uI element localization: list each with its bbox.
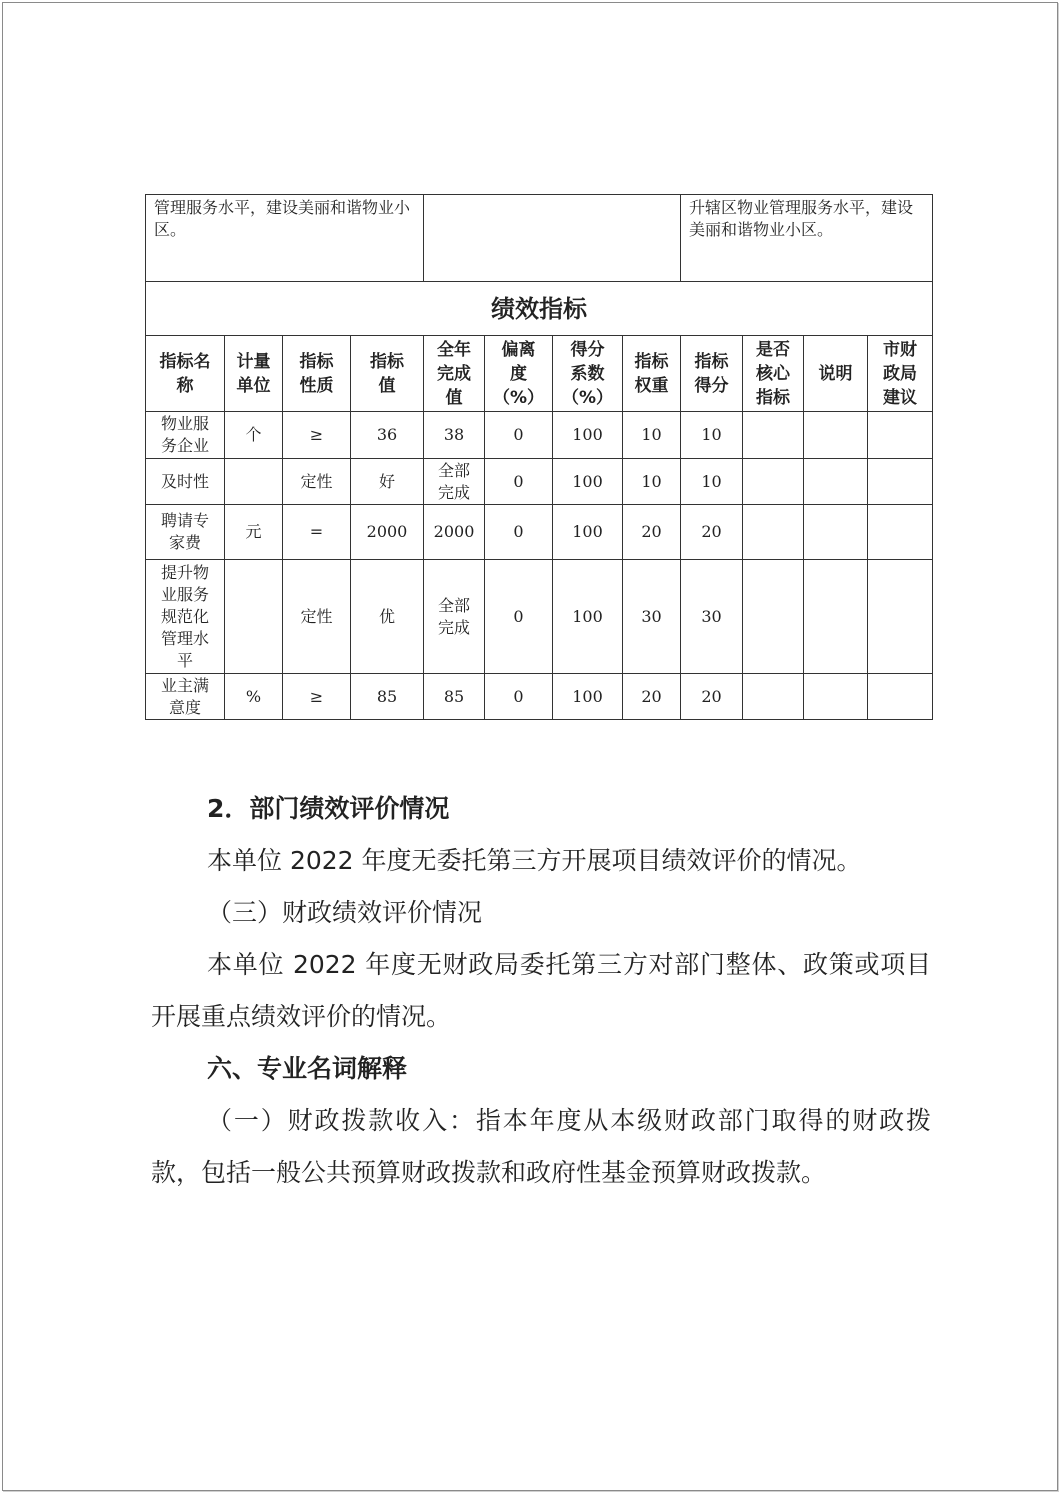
- table-cell: [868, 459, 933, 505]
- table-cell: [681, 560, 743, 674]
- table-cell: [424, 560, 485, 674]
- table-cell: [743, 459, 804, 505]
- cell-line: 优: [379, 606, 396, 626]
- table-row: [146, 505, 933, 560]
- cell-line: 100: [572, 522, 603, 541]
- header-line: 指标: [756, 387, 791, 408]
- cell-line: 20: [641, 686, 662, 706]
- table-cell: [868, 505, 933, 560]
- table-cell: [225, 459, 283, 505]
- cell-line: 全部: [438, 595, 471, 615]
- table-cell: [681, 412, 743, 459]
- header-cell: [225, 336, 283, 412]
- header-cell: [553, 336, 623, 412]
- performance-table: [145, 194, 933, 720]
- table-cell: [146, 412, 225, 459]
- header-line: 偏离: [501, 339, 536, 360]
- table-top-row: [146, 195, 933, 282]
- table-cell: [623, 505, 681, 560]
- table-cell: [623, 412, 681, 459]
- table-cell: [485, 412, 553, 459]
- cell-line: 10: [701, 425, 722, 444]
- table-row: [146, 412, 933, 459]
- header-cell: [804, 336, 868, 412]
- cell-line: 业服务: [160, 584, 209, 604]
- cell-line: 100: [572, 425, 603, 444]
- table-cell: [804, 674, 868, 720]
- table-cell: [146, 560, 225, 674]
- cell-line: 意度: [168, 697, 201, 717]
- header-line: 单位: [236, 375, 271, 396]
- header-line: 值: [445, 387, 463, 408]
- cell-line: 0: [513, 522, 524, 541]
- term1-label: （一）财政拨款收入：: [207, 1106, 476, 1135]
- cell-line: 38: [443, 425, 465, 444]
- heading-dept-eval: 2．部门绩效评价情况: [207, 794, 450, 823]
- cell-line: 家费: [168, 533, 201, 552]
- cell-line: 20: [641, 522, 662, 541]
- heading-terms: 六、专业名词解释: [207, 1054, 408, 1083]
- header-line: 计量: [236, 351, 271, 372]
- header-cell: [868, 336, 933, 412]
- table-cell: [283, 674, 351, 720]
- table-cell: [146, 505, 225, 560]
- table-cell: [743, 674, 804, 720]
- table-cell: [485, 459, 553, 505]
- cell-line: 完成: [438, 482, 471, 502]
- cell-line: 0: [513, 686, 524, 706]
- table-cell: [623, 459, 681, 505]
- table-cell: [283, 412, 351, 459]
- cell-line: 及时性: [160, 471, 209, 491]
- cell-line: 提升物: [160, 562, 209, 582]
- cell-line: 100: [572, 471, 603, 491]
- heading-fin-eval: （三）财政绩效评价情况: [207, 898, 483, 927]
- cell-line: 0: [513, 471, 524, 491]
- table-cell: [351, 459, 424, 505]
- header-cell: [351, 336, 424, 412]
- table-cell: [485, 674, 553, 720]
- top-right-cell: 升辖区物业管理服务水平，建设美丽和谐物业小区。: [681, 195, 933, 282]
- table-cell: [553, 674, 623, 720]
- cell-line: 业主满: [160, 675, 209, 695]
- term1-text: 指本年度从本级财政部门取得的财政拨款，包括一般公共预算财政拨款和政府性基金预算财政拨款。: [151, 1106, 931, 1187]
- cell-line: 30: [701, 606, 722, 626]
- table-cell: [868, 560, 933, 674]
- cell-line: 全部: [438, 460, 471, 480]
- table-cell: [146, 459, 225, 505]
- header-line: 全年: [437, 339, 472, 360]
- header-cell: [283, 336, 351, 412]
- header-line: 得分: [570, 339, 605, 360]
- cell-line: 务企业: [160, 436, 209, 455]
- table-cell: [681, 459, 743, 505]
- table-cell: [623, 674, 681, 720]
- header-cell: [623, 336, 681, 412]
- top-left-cell: 管理服务水平，建设美丽和谐物业小区。: [146, 195, 424, 282]
- table-cell: [283, 459, 351, 505]
- header-cell: [424, 336, 485, 412]
- section-title: 绩效指标: [146, 282, 933, 336]
- header-line: 值: [378, 375, 396, 396]
- header-cell: [146, 336, 225, 412]
- header-line: 市财: [883, 339, 918, 360]
- cell-line: %: [245, 686, 262, 706]
- header-cell: [681, 336, 743, 412]
- table-cell: [804, 505, 868, 560]
- table-cell: [424, 412, 485, 459]
- cell-line: 聘请专: [160, 511, 209, 530]
- table-cell: [424, 674, 485, 720]
- top-middle-cell: [424, 195, 681, 282]
- cell-line: 85: [443, 686, 465, 706]
- table-cell: [743, 505, 804, 560]
- cell-line: 物业服: [160, 414, 209, 433]
- header-line: 度: [510, 363, 528, 384]
- header-line: 指标: [634, 351, 669, 372]
- cell-line: 完成: [438, 617, 471, 637]
- table-row: [146, 674, 933, 720]
- header-cell: [743, 336, 804, 412]
- cell-line: ≥: [309, 425, 324, 444]
- para-dept-eval: 本单位 2022 年度无委托第三方开展项目绩效评价的情况。: [207, 846, 862, 875]
- cell-line: ≥: [309, 686, 324, 706]
- table-row: [146, 560, 933, 674]
- table-cell: [553, 459, 623, 505]
- header-line: 指标: [299, 351, 334, 372]
- table-cell: [553, 412, 623, 459]
- cell-line: 85: [376, 686, 398, 706]
- table-cell: [868, 412, 933, 459]
- cell-line: 个: [245, 425, 262, 444]
- table-cell: [743, 412, 804, 459]
- cell-line: 10: [641, 471, 662, 491]
- table-cell: [553, 560, 623, 674]
- header-line: 权重: [634, 375, 669, 396]
- table-cell: [485, 560, 553, 674]
- header-line: 说明: [818, 363, 853, 384]
- header-line: 完成: [437, 363, 472, 384]
- cell-line: 20: [701, 686, 722, 706]
- header-line: 政局: [883, 363, 918, 384]
- table-cell: [485, 505, 553, 560]
- cell-line: 平: [176, 650, 193, 670]
- cell-line: 10: [701, 471, 722, 491]
- header-line: 称: [176, 375, 194, 396]
- header-line: 系数: [570, 363, 605, 384]
- cell-line: 定性: [300, 606, 333, 626]
- table-cell: [225, 560, 283, 674]
- cell-line: 20: [701, 522, 722, 541]
- table-cell: [681, 505, 743, 560]
- table-cell: [351, 412, 424, 459]
- table-cell: [283, 505, 351, 560]
- header-row: [146, 336, 933, 412]
- header-line: 指标: [694, 351, 729, 372]
- document-page: [2, 2, 1058, 1491]
- body-text: [151, 783, 931, 1199]
- cell-line: 100: [572, 606, 603, 626]
- cell-line: 100: [572, 686, 603, 706]
- header-line: 是否: [756, 339, 791, 360]
- table-cell: [146, 674, 225, 720]
- cell-line: 元: [245, 522, 262, 541]
- header-line: （%）: [492, 387, 545, 408]
- header-line: 核心: [756, 363, 791, 384]
- cell-line: 36: [376, 425, 398, 444]
- table-cell: [225, 505, 283, 560]
- cell-line: 2000: [366, 522, 408, 541]
- cell-line: 规范化: [160, 606, 209, 626]
- header-line: 指标: [370, 351, 404, 372]
- table-cell: [743, 560, 804, 674]
- cell-line: 30: [641, 606, 662, 626]
- header-line: 性质: [299, 375, 334, 396]
- table-cell: [351, 674, 424, 720]
- header-line: （%）: [561, 387, 614, 408]
- cell-line: 定性: [300, 471, 333, 491]
- cell-line: 0: [513, 425, 524, 444]
- cell-line: 0: [513, 606, 524, 626]
- table-cell: [804, 412, 868, 459]
- table-cell: [804, 459, 868, 505]
- table-cell: [283, 560, 351, 674]
- table-cell: [804, 560, 868, 674]
- table-cell: [553, 505, 623, 560]
- header-line: 建议: [883, 387, 918, 408]
- table-cell: [623, 560, 681, 674]
- table-cell: [351, 505, 424, 560]
- table-cell: [681, 674, 743, 720]
- header-line: 得分: [694, 375, 729, 396]
- cell-line: 10: [641, 425, 662, 444]
- table-cell: [424, 505, 485, 560]
- table-cell: [225, 674, 283, 720]
- header-cell: [485, 336, 553, 412]
- para-term1: [151, 1095, 931, 1199]
- cell-line: 好: [379, 471, 396, 491]
- table-cell: [225, 412, 283, 459]
- para-fin-eval: 本单位 2022 年度无财政局委托第三方对部门整体、政策或项目开展重点绩效评价的情况。: [151, 950, 931, 1031]
- table-row: [146, 459, 933, 505]
- table-cell: [351, 560, 424, 674]
- cell-line: 2000: [433, 522, 475, 541]
- table-cell: [424, 459, 485, 505]
- table-cell: [868, 674, 933, 720]
- cell-line: 管理水: [160, 628, 209, 648]
- header-line: 指标名: [159, 351, 211, 372]
- cell-line: =: [309, 522, 324, 541]
